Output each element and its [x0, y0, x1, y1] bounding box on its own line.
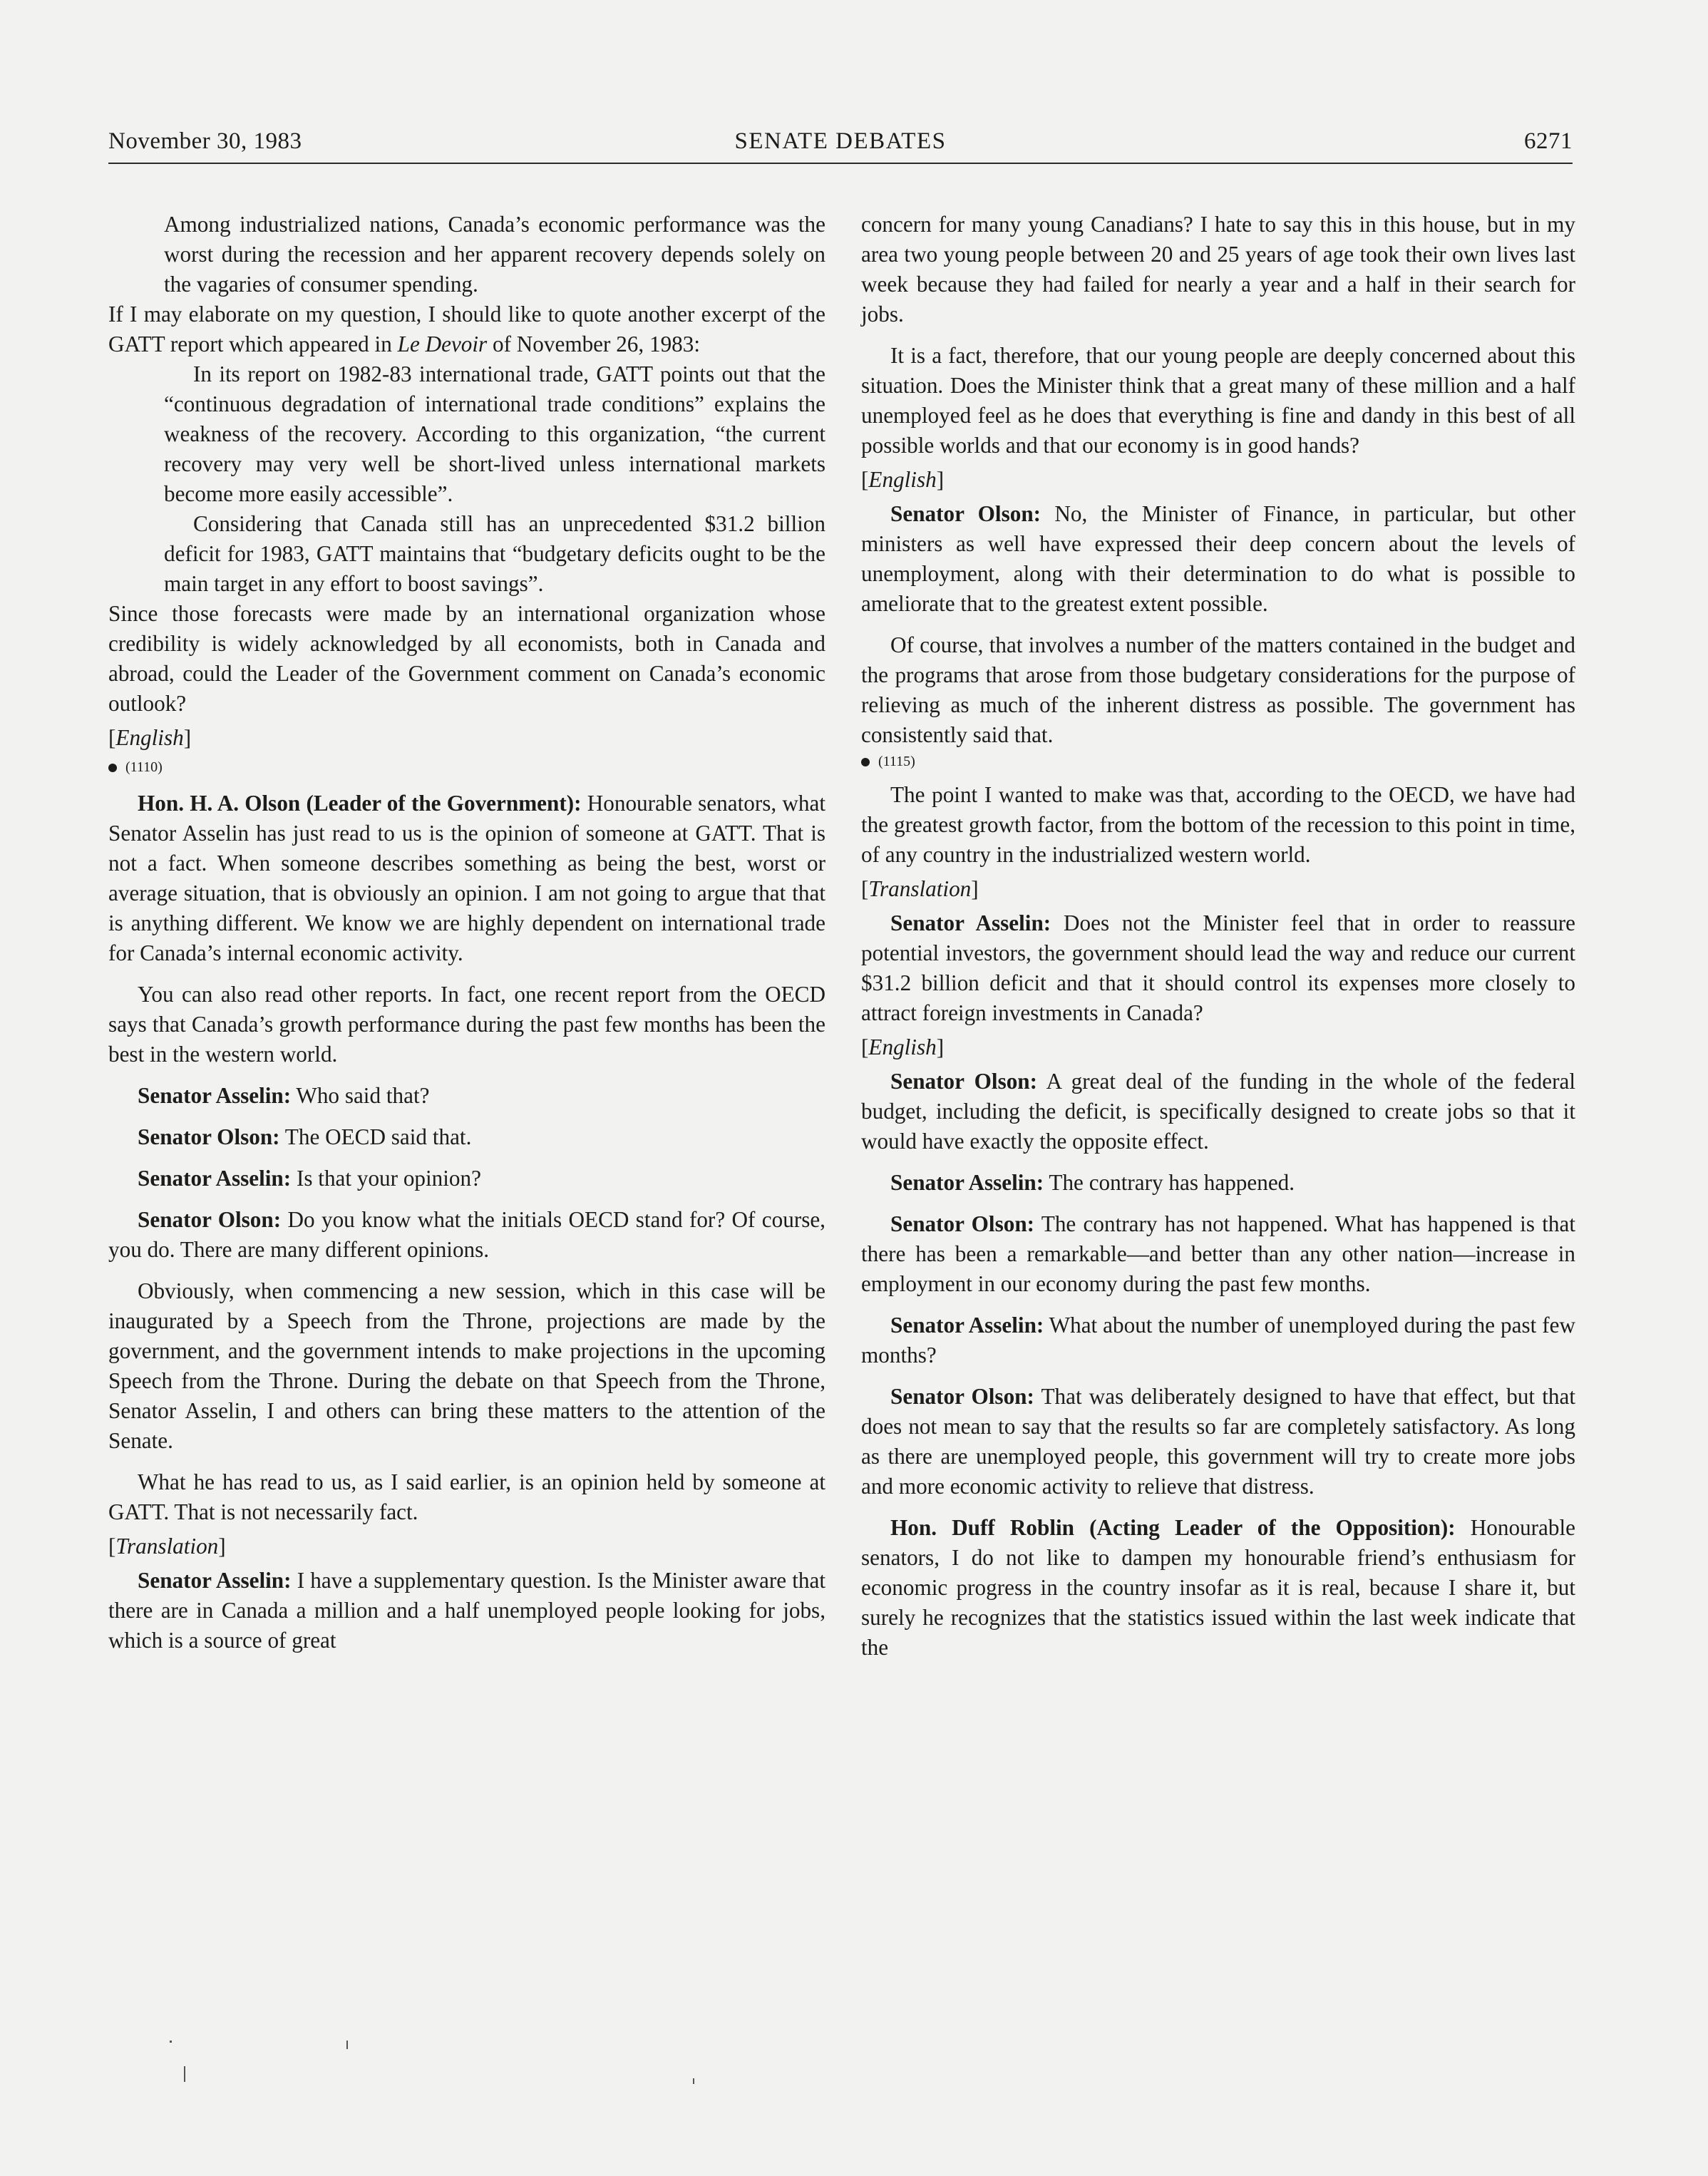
speaker-paragraph: Senator Olson: A great deal of the funding in the whole of the federal budget, including the deficit, is specifically designed to create jobs so that it would have exactly the opposite effect. [861, 1069, 1575, 1154]
quote-paragraph: In its report on 1982-83 international trade, GATT points out that the “continuous degradation of international trade conditions” explains the weakness of the recovery. According to this organization, “the current recovery may very well be short-lived unless international markets become more easily accessible”. [164, 361, 825, 506]
speaker-paragraph: Hon. H. A. Olson (Leader of the Government): Honourable senators, what Senator Asselin has just read to us is the opinion of someone at GATT. That is not a fact. When someone describes something as being the best, worst or average situation, that is obviously an opinion. I am not going to argue that that is anything different. We know we are highly dependent on international trade for Canada’s internal economic activity. [108, 791, 825, 965]
speaker-paragraph: Senator Olson: The contrary has not happened. What has happened is that there has been a remarkable—and better than any other nation—increase in employment in our economy during the past few months. [861, 1211, 1576, 1296]
language-tag: [English] [861, 1035, 945, 1059]
scan-speck [346, 2041, 348, 2049]
header-page-number: 6271 [1524, 128, 1573, 154]
scan-speck [170, 2041, 172, 2043]
scan-speck [693, 2078, 694, 2084]
right-column [861, 210, 1575, 1663]
speaker-paragraph: Senator Asselin: Does not the Minister feel that in order to reassure potential investors, the government should lead the way and reduce our current $31.2 billion deficit and that it should control its expenses more closely to attract foreign investments in Canada? [861, 910, 1575, 1025]
language-tag: [Translation] [861, 876, 979, 901]
language-tag: [English] [861, 467, 945, 492]
speaker-name: Senator Olson: [890, 1069, 1038, 1094]
quote-paragraph: Considering that Canada still has an unprecedented $31.2 billion deficit for 1983, GATT maintains that “budgetary deficits ought to be the main target in any effort to boost savings”. [164, 511, 825, 596]
speaker-paragraph: Senator Olson: That was deliberately designed to have that effect, but that does not mean to say that the results so far are completely satisfactory. As long as there are unemployed people, this government will try to create more jobs and more economic activity to relieve that distress. [861, 1384, 1575, 1499]
left-column [108, 210, 825, 1656]
speaker-name: Hon. H. A. Olson (Leader of the Government): [138, 791, 582, 816]
speaker-paragraph: Senator Olson: Do you know what the initials OECD stand for? Of course, you do. There are many different opinions. [108, 1207, 825, 1262]
paragraph: If I may elaborate on my question, I should like to quote another excerpt of the GATT report which appeared in Le Devoir of November 26, 1983: [108, 302, 825, 356]
header-title: SENATE DEBATES [734, 128, 947, 154]
speaker-name: Senator Olson: [890, 501, 1041, 526]
speaker-paragraph: Senator Olson: The OECD said that. [138, 1124, 472, 1149]
language-tag: [English] [108, 725, 192, 750]
speaker-name: Senator Olson: [890, 1211, 1035, 1236]
speaker-name: Senator Olson: [890, 1384, 1034, 1409]
speaker-paragraph: Senator Asselin: What about the number of unemployed during the past few months? [861, 1313, 1575, 1367]
newspaper-name: Le Devoir [397, 332, 488, 356]
quote-paragraph: Among industrialized nations, Canada’s economic performance was the worst during the recession and her apparent recovery depends solely on the vagaries of consumer spending. [164, 212, 825, 297]
speaker-name: Senator Asselin: [138, 1083, 292, 1108]
speaker-paragraph: Senator Asselin: The contrary has happened. [890, 1170, 1295, 1195]
speaker-paragraph: Senator Olson: No, the Minister of Finance, in particular, but other ministers as well have expressed their deep concern about the levels of unemployment, along with their determination to do what is possible to ameliorate that to the greatest extent possible. [861, 501, 1575, 616]
scan-speck [184, 2066, 185, 2082]
paragraph: You can also read other reports. In fact, one recent report from the OECD says that Canada’s growth performance during the past few months has been the best in the western world. [108, 982, 825, 1067]
speaker-name: Senator Asselin: [890, 1313, 1044, 1338]
speaker-name: Senator Asselin: [890, 1170, 1044, 1195]
speaker-name: Senator Olson: [138, 1207, 282, 1232]
speaker-name: Senator Olson: [138, 1124, 280, 1149]
speaker-name: Senator Asselin: [138, 1568, 292, 1593]
paragraph: Of course, that involves a number of the matters contained in the budget and the programs that arose from those budgetary considerations for the purpose of relieving as much of the inherent distress as possible. The government has consistently said that. [861, 632, 1575, 747]
paragraph: It is a fact, therefore, that our young people are deeply concerned about this situation. Does the Minister think that a great many of these million and a half unemployed feel as he does that everything is fine and dandy in this best of all possible worlds and that our economy is in good hands? [861, 343, 1575, 458]
language-tag: [Translation] [108, 1534, 226, 1559]
paragraph: Since those forecasts were made by an international organization whose credibility is widely acknowledged by all economists, both in Canada and abroad, could the Leader of the Government comment on Canada’s economic outlook? [108, 601, 825, 716]
page-header [108, 123, 1573, 164]
speaker-name: Senator Asselin: [138, 1166, 292, 1191]
paragraph: What he has read to us, as I said earlier, is an opinion held by someone at GATT. That is not necessarily fact. [108, 1469, 825, 1524]
speaker-paragraph: Senator Asselin: I have a supplementary question. Is the Minister aware that there are in Canada a million and a half unemployed people looking for jobs, which is a source of great [108, 1568, 825, 1653]
timestamp-marker: (1115) [861, 751, 1575, 771]
paragraph: concern for many young Canadians? I hate to say this in this house, but in my area two young people between 20 and 25 years of age took their own lives last week because they had failed for nearly a year and a half in their search for jobs. [861, 212, 1575, 327]
timestamp-marker: (1110) [108, 757, 825, 777]
speaker-paragraph: Senator Asselin: Who said that? [138, 1083, 430, 1108]
paragraph: Obviously, when commencing a new session, which in this case will be inaugurated by a Speech from the Throne, projections are made by the government, and the government intends to make projections in the upcoming Speech from the Throne. During the debate on that Speech from the Throne, Senator Asselin, I and others can bring these matters to the attention of the Senate. [108, 1278, 825, 1453]
bullet-icon [108, 764, 117, 772]
header-date: November 30, 1983 [108, 128, 302, 154]
speaker-paragraph: Senator Asselin: Is that your opinion? [138, 1166, 481, 1191]
bullet-icon [861, 758, 870, 766]
speaker-paragraph: Hon. Duff Roblin (Acting Leader of the Opposition): Honourable senators, I do not like to dampen my honourable friend’s enthusiasm for economic progress in the country insofar as it is real, because I share it, but surely he recognizes that the statistics issued within the last week indicate that the [861, 1515, 1575, 1660]
speaker-name: Hon. Duff Roblin (Acting Leader of the Opposition): [890, 1515, 1456, 1540]
paragraph: The point I wanted to make was that, according to the OECD, we have had the greatest growth factor, from the bottom of the recession to this point in time, of any country in the industrialized western world. [861, 782, 1575, 867]
speaker-name: Senator Asselin: [890, 910, 1051, 935]
